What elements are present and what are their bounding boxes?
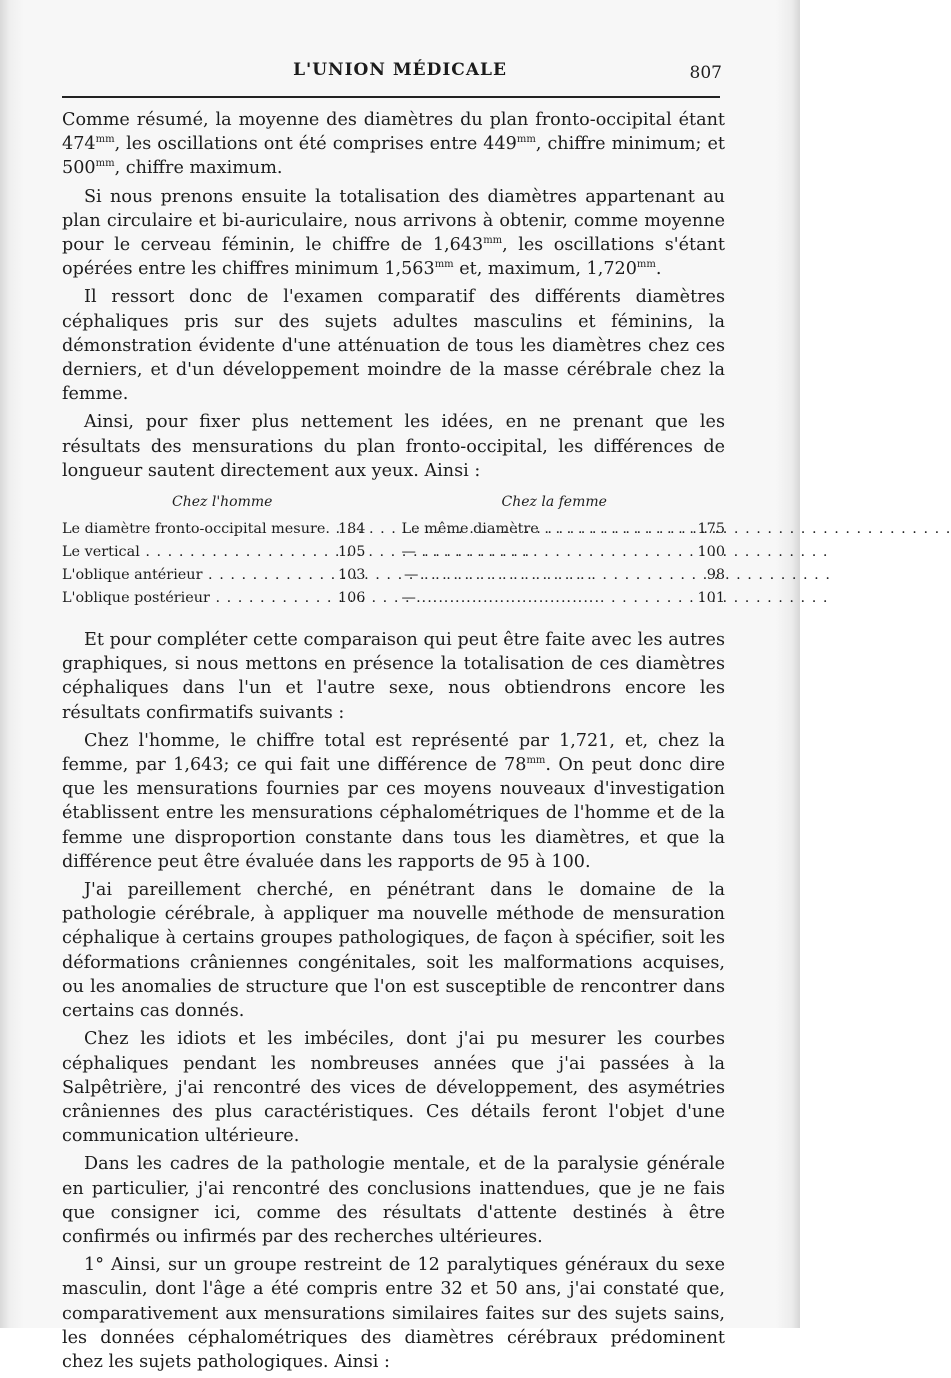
comparison-header [62,491,725,514]
row-label-men: Le diamètre fronto-occipital mesure. . . . [62,518,332,541]
row-value-women: 101 [697,590,725,607]
header-women: Chez la femme [501,494,607,511]
paragraph-7: J'ai pareillement cherché, en pénétrant dans le domaine de la pathologie cérébrale, à appliquer ma nouvelle méthode de mensuration céphalique à certains groupes pathologiques, de façon à spécifier, soit les déformations crâniennes congénitales, soit les malformations acquises, ou les anomalies de structure que l'on est susceptible de rencontrer dans certains cas donnés. [62,880,725,1022]
row-label-men: Le vertical . . . [62,541,332,564]
row-value-men: 103 [338,567,366,584]
running-header: L'UNION MÉDICALE [293,60,507,80]
paragraph-5: Et pour compléter cette comparaison qui peut être faite avec les autres graphiques, si nous mettons en présence la totalisation de ces diamètres céphaliques dans l'un et l'autre sexe, nous obtiendrons encore les résultats confirmatifs suivants : [62,630,725,723]
paragraph-10: 1° Ainsi, sur un groupe restreint de 12 paralytiques généraux du sexe masculin, dont l'âge a été compris entre 32 et 50 ans, j'ai constaté que, comparativement aux mensurations similaires faites sur des sujets sains, les données céphalométriques des diamètres cérébraux prédominent chez les sujets pathologiques. Ainsi : [62,1255,725,1372]
row-value-women: 100 [697,544,725,561]
paragraph-9: Dans les cadres de la pathologie mentale, et de la paralysie générale en particulier, j'ai rencontré des conclusions inattendues, que je ne fais que consigner ici, comme des résultats d'attente destinés à être confirmés ou infirmés par des recherches ultérieures. [62,1154,725,1247]
paragraph-3: Il ressort donc de l'examen comparatif des différents diamètres céphaliques pris sur des sujets adultes masculins et féminins, la démonstration évidente d'une atténuation de tous les diamètres chez ces derniers, et d'un développement moindre de la masse cérébrale chez la femme. [62,287,725,405]
comparison-table [62,491,725,610]
paragraph-4: Ainsi, pour fixer plus nettement les idées, en ne prenant que les résultats des mensurations du plan fronto-occipital, les différences de longueur sautent directement aux yeux. Ainsi : [62,412,725,481]
page-number: 807 [689,63,722,83]
header-men: Chez l'homme [172,494,273,511]
row-value-women: 175 [697,521,725,538]
comparison-row [62,564,725,587]
comparison-row [62,518,725,541]
row-value-men: 184 [338,521,366,538]
paragraph-2: Si nous prenons ensuite la totalisation des diamètres appartenant au plan circulaire et bi-auriculaire, nous arrivons à obtenir, comme moyenne pour le cerveau féminin, le chiffre de $1,643^{mm}$, les oscillations s'étant opérées entre les chiffres minimum $1,563^{mm}$ et, maximum, $1,720^{mm}$. [62,186,725,280]
comparison-row [62,587,725,610]
header-rule [62,96,720,98]
paragraph-6: Chez l'homme, le chiffre total est représenté par 1,721, et, chez la femme, par 1,643; ce qui fait une différence de $78^{mm}$. On peut donc dire que les mensurations fournies par ces moyens nouveaux d'investigation établissent entre les mensurations céphalométriques de l'homme et de la femme une disproportion constante dans tous les diamètres, et que la différence peut être évaluée dans les rapports de 95 à 100. [62,730,725,872]
row-label-women: Le même diamètre . . . [402,518,698,541]
row-value-women: 98 [706,567,725,584]
paragraph-8: Chez les idiots et les imbéciles, dont j'ai pu mesurer les courbes céphaliques pendant les nombreuses années que j'ai passées à la Salpêtrière, j'ai rencontré des vices de développement, des asymétries crâniennes des plus caractéristiques. Ces détails feront l'objet d'une communication ultérieure. [62,1029,725,1147]
row-label-women: — . . . [402,587,698,610]
comparison-row [62,541,725,564]
row-label-men: L'oblique antérieur . . . [62,564,332,587]
row-label-women: — . . . [402,541,698,564]
body-text [62,108,725,1378]
paragraph-1: Comme résumé, la moyenne des diamètres du plan fronto-occipital étant $474^{mm}$, les oscillations ont été comprises entre $449^{mm}$, chiffre minimum; et $500^{mm}$, chiffre maximum. [62,110,725,179]
row-label-men: L'oblique postérieur . . . [62,587,332,610]
row-value-men: 106 [338,590,366,607]
row-label-women: — . . . [404,564,700,587]
row-value-men: 105 [338,544,366,561]
